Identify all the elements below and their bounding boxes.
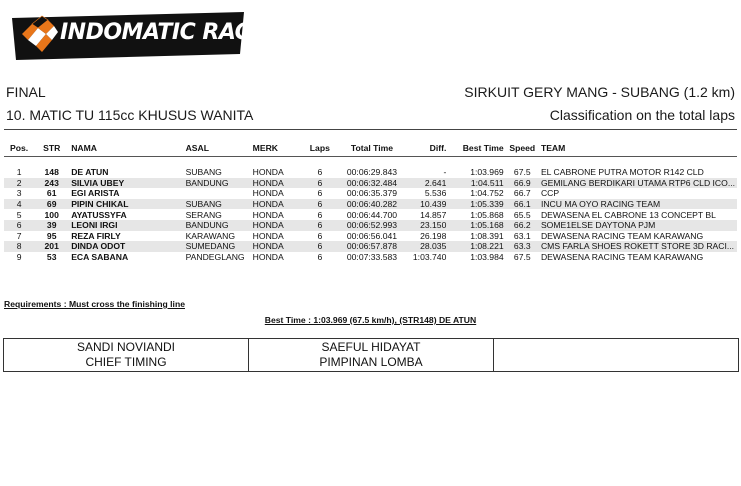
cell-merk: HONDA bbox=[252, 252, 284, 263]
cell-asal: SERANG bbox=[185, 209, 222, 220]
cell-pos: 3 bbox=[16, 188, 22, 199]
cell-laps: 6 bbox=[317, 252, 323, 263]
cell-total: 00:06:56.041 bbox=[346, 230, 398, 241]
cell-diff: 10.439 bbox=[406, 199, 449, 210]
cell-nama: LEONI IRGI bbox=[69, 220, 183, 231]
brand-logo bbox=[8, 8, 265, 64]
table-row bbox=[4, 220, 737, 231]
circuit-name: SIRKUIT GERY MANG - SUBANG (1.2 km) bbox=[464, 84, 735, 100]
cell-str: 95 bbox=[46, 230, 57, 241]
cell-str: 39 bbox=[34, 220, 69, 231]
signature-cell-race-director bbox=[249, 339, 494, 371]
cell-best: 1:04.752 bbox=[470, 188, 504, 199]
cell-str: 243 bbox=[34, 178, 69, 189]
cell-pos: 6 bbox=[4, 220, 34, 231]
cell-best: 1:03.969 bbox=[470, 167, 504, 178]
cell-total: 00:06:52.993 bbox=[338, 220, 405, 231]
col-total-time: Total Time bbox=[338, 140, 405, 157]
cell-laps: 6 bbox=[301, 220, 338, 231]
cell-best: 1:08.221 bbox=[448, 241, 505, 252]
best-time-note: Best Time : 1:03.969 (67.5 km/h), (STR148) DE ATUN bbox=[264, 315, 477, 325]
cell-str: 69 bbox=[34, 199, 69, 210]
cell-nama: REZA FIRLY bbox=[71, 230, 121, 241]
header-divider bbox=[4, 129, 737, 130]
session-label: FINAL bbox=[6, 84, 46, 100]
cell-total: 00:07:33.583 bbox=[346, 252, 398, 263]
cell-merk: HONDA bbox=[252, 188, 284, 199]
cell-best: 1:03.984 bbox=[470, 252, 504, 263]
col-str: STR bbox=[34, 140, 69, 157]
cell-asal: SUBANG bbox=[185, 167, 222, 178]
signature-name: SANDI NOVIANDI bbox=[76, 340, 175, 354]
results-table bbox=[4, 140, 737, 262]
table-row bbox=[4, 252, 737, 263]
cell-pos: 5 bbox=[16, 209, 22, 220]
cell-pos: 2 bbox=[4, 178, 34, 189]
col-best-time: Best Time bbox=[448, 140, 505, 157]
cell-team: CCP bbox=[540, 188, 560, 199]
cell-team: DEWASENA RACING TEAM KARAWANG bbox=[540, 230, 704, 241]
col-asal: ASAL bbox=[184, 140, 251, 157]
logo-text: INDOMATIC RACE bbox=[60, 20, 265, 45]
signature-name: SAEFUL HIDAYAT bbox=[321, 340, 421, 354]
cell-speed: 66.2 bbox=[506, 220, 539, 231]
cell-best: 1:05.868 bbox=[470, 209, 504, 220]
cell-laps: 6 bbox=[301, 199, 338, 210]
cell-total: 00:06:44.700 bbox=[346, 209, 398, 220]
cell-nama: PIPIN CHIKAL bbox=[69, 199, 183, 210]
col-diff: Diff. bbox=[406, 140, 449, 157]
cell-laps: 6 bbox=[317, 230, 323, 241]
cell-best: 1:05.339 bbox=[448, 199, 505, 210]
cell-team: GEMILANG BERDIKARI UTAMA RTP6 CLD ICO... bbox=[540, 177, 735, 188]
cell-asal: SUBANG bbox=[184, 199, 251, 210]
cell-merk: HONDA bbox=[252, 209, 284, 220]
cell-speed: 66.9 bbox=[506, 178, 539, 189]
cell-str: 53 bbox=[46, 252, 57, 263]
cell-str: 201 bbox=[34, 241, 69, 252]
cell-laps: 6 bbox=[317, 167, 323, 178]
cell-laps: 6 bbox=[301, 241, 338, 252]
cell-speed: 63.1 bbox=[513, 230, 531, 241]
cell-team: DEWASENA EL CABRONE 13 CONCEPT BL bbox=[540, 209, 716, 220]
signature-role: PIMPINAN LOMBA bbox=[319, 355, 423, 369]
cell-pos: 4 bbox=[4, 199, 34, 210]
cell-total: 00:06:35.379 bbox=[346, 188, 398, 199]
table-row bbox=[4, 209, 737, 220]
cell-merk: HONDA bbox=[252, 167, 284, 178]
cell-pos: 9 bbox=[16, 252, 22, 263]
cell-asal: BANDUNG bbox=[184, 220, 251, 231]
cell-merk: HONDA bbox=[251, 241, 302, 252]
cell-pos: 8 bbox=[4, 241, 34, 252]
table-row bbox=[4, 241, 737, 252]
cell-pos: 1 bbox=[16, 167, 22, 178]
cell-diff: - bbox=[443, 167, 447, 178]
cell-team: CMS FARLA SHOES ROKETT STORE 3D RACI... bbox=[539, 241, 737, 252]
cell-str: 148 bbox=[44, 167, 59, 178]
table-row bbox=[4, 188, 737, 199]
col-laps: Laps bbox=[301, 140, 338, 157]
cell-total: 00:06:32.484 bbox=[338, 178, 405, 189]
cell-asal: KARAWANG bbox=[185, 230, 236, 241]
table-row bbox=[4, 178, 737, 189]
cell-nama: ECA SABANA bbox=[71, 252, 129, 263]
cell-total: 00:06:29.843 bbox=[346, 167, 398, 178]
cell-laps: 6 bbox=[317, 188, 323, 199]
cell-str: 100 bbox=[44, 209, 59, 220]
cell-nama: DE ATUN bbox=[71, 167, 109, 178]
requirements-note: Requirements : Must cross the finishing line bbox=[4, 299, 185, 309]
cell-team: DEWASENA RACING TEAM KARAWANG bbox=[540, 252, 704, 263]
cell-asal: BANDUNG bbox=[184, 178, 251, 189]
col-speed: Speed bbox=[506, 140, 539, 157]
col-team: TEAM bbox=[539, 140, 737, 157]
cell-speed: 66.1 bbox=[506, 199, 539, 210]
cell-laps: 6 bbox=[317, 209, 323, 220]
cell-speed: 67.5 bbox=[513, 252, 531, 263]
cell-total: 00:06:40.282 bbox=[338, 199, 405, 210]
cell-speed: 65.5 bbox=[513, 209, 531, 220]
cell-best: 1:08.391 bbox=[470, 230, 504, 241]
table-header-row bbox=[4, 140, 737, 157]
cell-team: EL CABRONE PUTRA MOTOR R142 CLD bbox=[540, 167, 704, 178]
cell-team: SOME1ELSE DAYTONA PJM bbox=[539, 220, 737, 231]
cell-diff: 2.641 bbox=[406, 178, 449, 189]
cell-total: 00:06:57.878 bbox=[338, 241, 405, 252]
signature-cell-chief-timing bbox=[4, 339, 249, 371]
cell-nama: AYATUSSYFA bbox=[71, 209, 127, 220]
signature-role: CHIEF TIMING bbox=[85, 355, 167, 369]
cell-merk: HONDA bbox=[251, 199, 302, 210]
table-row bbox=[4, 231, 737, 242]
cell-diff: 14.857 bbox=[420, 209, 447, 220]
cell-diff: 26.198 bbox=[420, 230, 447, 241]
cell-nama: DINDA ODOT bbox=[69, 241, 183, 252]
cell-laps: 6 bbox=[301, 178, 338, 189]
cell-best: 1:04.511 bbox=[448, 178, 505, 189]
col-pos: Pos. bbox=[4, 140, 34, 157]
cell-asal: SUMEDANG bbox=[184, 241, 251, 252]
classification-label: Classification on the total laps bbox=[549, 107, 735, 123]
cell-speed: 63.3 bbox=[506, 241, 539, 252]
cell-asal: PANDEGLANG bbox=[185, 252, 245, 263]
cell-nama: EGI ARISTA bbox=[71, 188, 120, 199]
col-merk: MERK bbox=[251, 140, 302, 157]
cell-diff: 23.150 bbox=[406, 220, 449, 231]
cell-merk: HONDA bbox=[252, 230, 284, 241]
signature-cell-empty bbox=[494, 339, 738, 371]
cell-speed: 66.7 bbox=[513, 188, 531, 199]
cell-diff: 1:03.740 bbox=[412, 252, 447, 263]
cell-asal bbox=[184, 188, 251, 199]
cell-team: INCU MA OYO RACING TEAM bbox=[539, 199, 737, 210]
cell-speed: 67.5 bbox=[513, 167, 531, 178]
cell-merk: HONDA bbox=[251, 220, 302, 231]
cell-nama: SILVIA UBEY bbox=[69, 178, 183, 189]
cell-merk: HONDA bbox=[251, 178, 302, 189]
table-row bbox=[4, 167, 737, 178]
cell-str: 61 bbox=[46, 188, 57, 199]
table-row bbox=[4, 199, 737, 210]
col-nama: NAMA bbox=[69, 140, 183, 157]
signature-table bbox=[3, 338, 739, 372]
cell-diff: 28.035 bbox=[406, 241, 449, 252]
cell-diff: 5.536 bbox=[424, 188, 447, 199]
cell-best: 1:05.168 bbox=[448, 220, 505, 231]
event-title: 10. MATIC TU 115cc KHUSUS WANITA bbox=[6, 107, 254, 123]
cell-pos: 7 bbox=[16, 230, 22, 241]
